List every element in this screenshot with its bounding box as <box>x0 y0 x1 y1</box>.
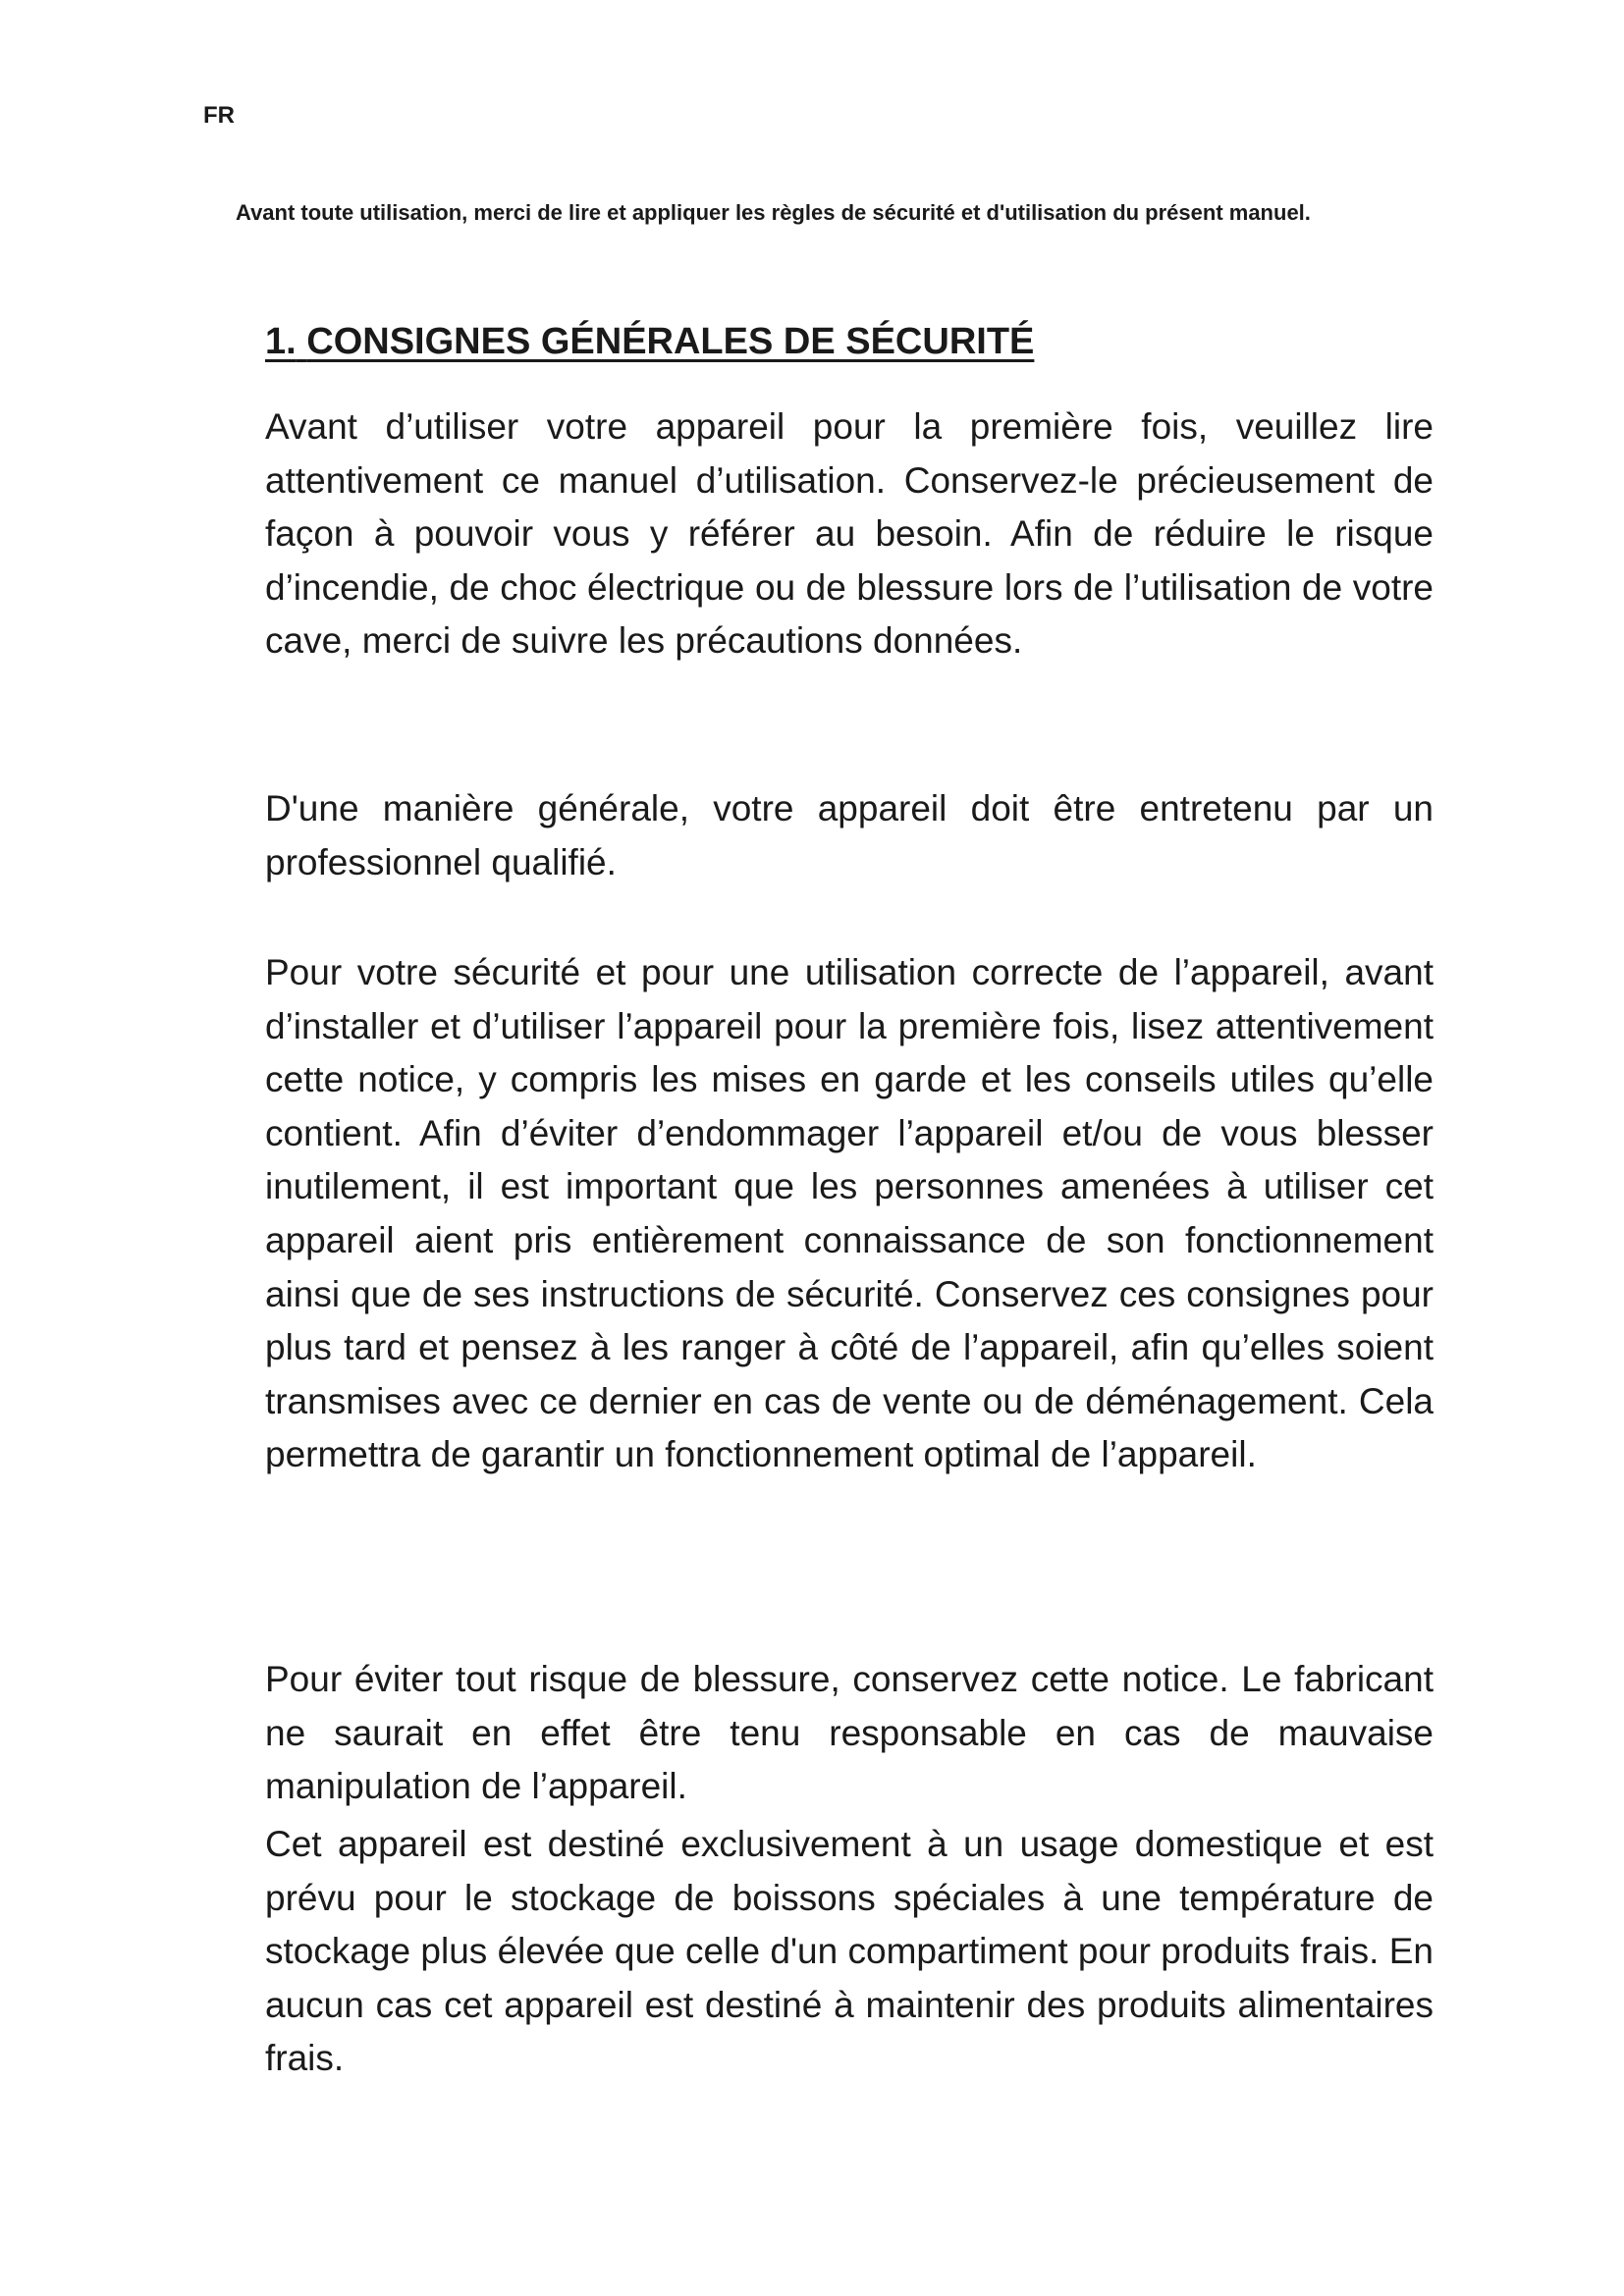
section-title-text: CONSIGNES GÉNÉRALES DE SÉCURITÉ <box>306 321 1035 362</box>
language-tag: FR <box>203 102 235 129</box>
paragraph-safety-instructions: Pour votre sécurité et pour une utilisation correcte de l’appareil, avant d’installer et d’utiliser l’appareil pour la première fois, lisez attentivement cette notice, y compris les mises en garde et les conseils utiles qu’elle contient. Afin d’éviter d’endommager l’appareil et/ou de vous blesser inutilement, il est important que les personnes amenées à utiliser cet appareil aient pris entièrement connaissance de son fonctionnement ainsi que de ses instructions de sécurité. Conservez ces consignes pour plus tard et pensez à les ranger à côté de l’appareil, afin qu’elles soient transmises avec ce dernier en cas de vente ou de déménagement. Cela permettra de garantir un fonctionnement optimal de l’appareil. <box>265 952 1434 1475</box>
intro-note: Avant toute utilisation, merci de lire et appliquer les règles de sécurité et d'utilisation du présent manuel. <box>236 200 1311 225</box>
paragraph-liability: Pour éviter tout risque de blessure, conservez cette notice. Le fabricant ne saurait en effet être tenu responsable en cas de mauvaise manipulation de l’appareil. <box>265 1659 1434 1807</box>
section-title <box>265 319 1034 364</box>
paragraph-intended-use: Cet appareil est destiné exclusivement à un usage domestique et est prévu pour le stockage de boissons spéciales à une température de stockage plus élevée que celle d'un compartiment pour produits frais. En aucun cas cet appareil est destiné à maintenir des produits alimentaires frais. <box>265 1824 1434 2079</box>
paragraph-maintenance: D'une manière générale, votre appareil doit être entretenu par un professionnel qualifié. <box>265 788 1434 882</box>
section-number: 1. <box>265 321 297 362</box>
paragraph-intro: Avant d’utiliser votre appareil pour la première fois, veuillez lire attentivement ce manuel d’utilisation. Conservez-le précieusement de façon à pouvoir vous y référer au besoin. Afin de réduire le risque d’incendie, de choc électrique ou de blessure lors de l’utilisation de votre cave, merci de suivre les précautions données. <box>265 406 1434 662</box>
